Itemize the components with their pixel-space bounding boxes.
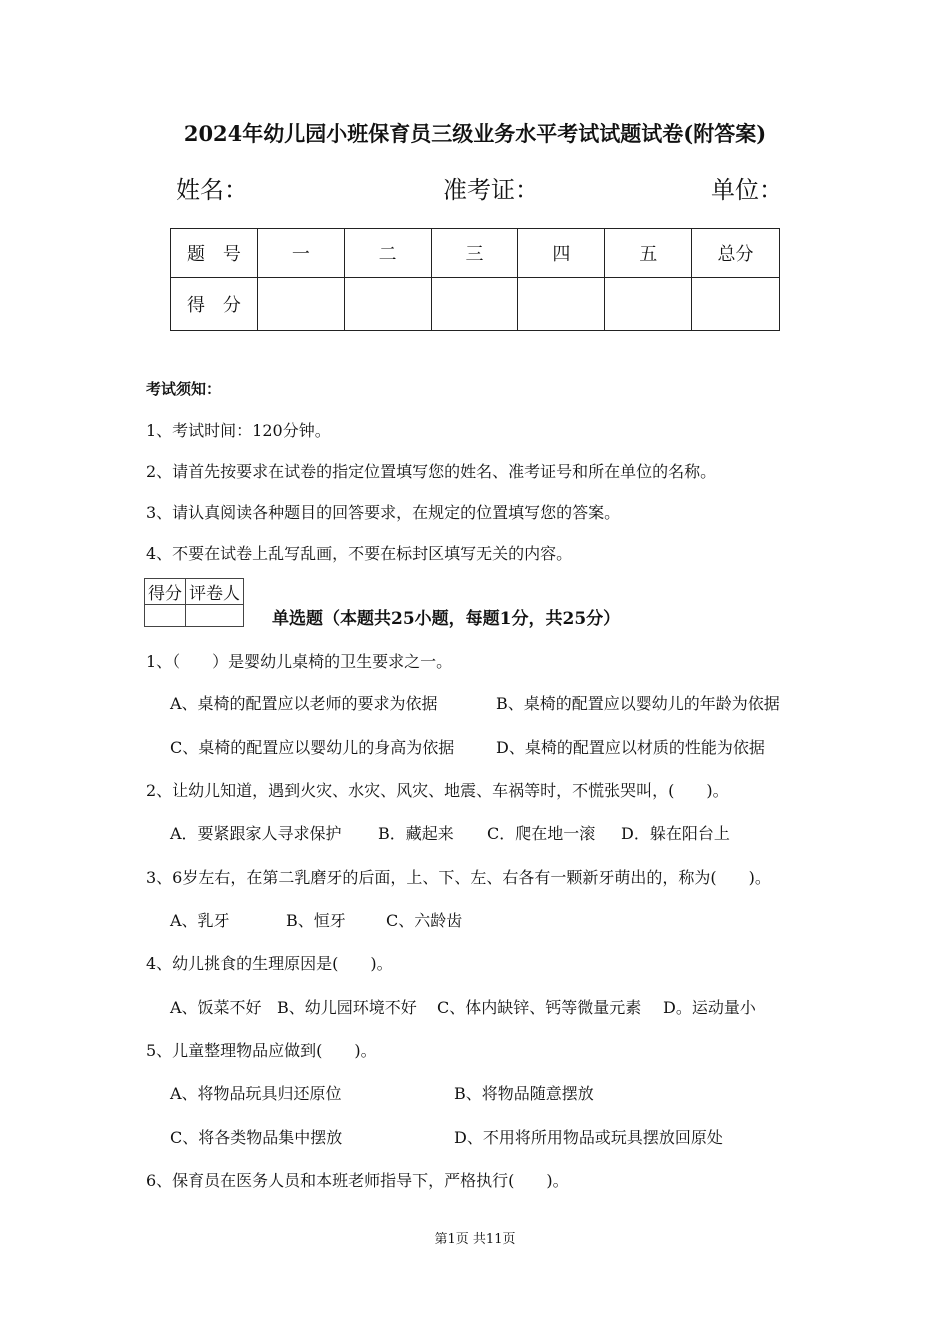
section-title: 单选题（本题共25小题，每题1分，共25分） xyxy=(272,609,621,629)
score-header-cell: 二 xyxy=(344,229,431,278)
question-stem: 1、（ ）是婴幼儿桌椅的卫生要求之一。 xyxy=(146,652,453,671)
grader-score-cell[interactable] xyxy=(145,605,186,627)
page-footer: 第1页 共11页 xyxy=(434,1232,516,1247)
score-table-header-row xyxy=(171,229,780,278)
score-header-cell: 总分 xyxy=(692,229,780,278)
question-option: B、幼儿园环境不好 xyxy=(277,998,417,1017)
question-option: D、桌椅的配置应以材质的性能为依据 xyxy=(496,738,765,757)
notice-heading: 考试须知： xyxy=(146,380,222,398)
score-table xyxy=(170,228,780,331)
question-stem: 5、儿童整理物品应做到( )。 xyxy=(146,1041,377,1060)
unit-field-label: 单位： xyxy=(711,176,783,204)
question-option: A、乳牙 xyxy=(170,911,230,930)
score-cell[interactable] xyxy=(257,278,344,331)
notice-item: 3、请认真阅读各种题目的回答要求，在规定的位置填写您的答案。 xyxy=(146,503,621,522)
score-header-cell: 一 xyxy=(257,229,344,278)
question-option: B、恒牙 xyxy=(286,911,346,930)
question-option: C、六龄齿 xyxy=(386,911,463,930)
score-header-cell: 题 号 xyxy=(171,229,258,278)
grader-reviewer-label: 评卷人 xyxy=(186,579,244,605)
question-option: C、桌椅的配置应以婴幼儿的身高为依据 xyxy=(170,738,455,757)
question-stem: 2、让幼儿知道，遇到火灾、水灾、风灾、地震、车祸等时，不慌张哭叫，( )。 xyxy=(146,781,729,800)
question-stem: 4、幼儿挑食的生理原因是( )。 xyxy=(146,954,393,973)
notice-item: 1、考试时间：120分钟。 xyxy=(146,421,331,440)
score-header-cell: 五 xyxy=(605,229,692,278)
question-option: B、将物品随意摆放 xyxy=(454,1084,594,1103)
question-option: A、将物品玩具归还原位 xyxy=(170,1084,342,1103)
score-header-cell: 四 xyxy=(518,229,605,278)
score-table-score-row xyxy=(171,278,780,331)
score-cell[interactable] xyxy=(605,278,692,331)
score-cell[interactable] xyxy=(431,278,518,331)
question-option: A．要紧跟家人寻求保护 xyxy=(170,824,342,843)
score-cell[interactable] xyxy=(692,278,780,331)
question-stem: 3、6岁左右，在第二乳磨牙的后面，上、下、左、右各有一颗新牙萌出的，称为( )。 xyxy=(146,868,771,887)
notice-item: 2、请首先按要求在试卷的指定位置填写您的姓名、准考证号和所在单位的名称。 xyxy=(146,462,717,481)
question-option: D。运动量小 xyxy=(663,998,756,1017)
grader-score-label: 得分 xyxy=(145,579,186,605)
grader-table xyxy=(144,578,244,627)
question-option: D、不用将所用物品或玩具摆放回原处 xyxy=(454,1128,723,1147)
question-option: C、体内缺锌、钙等微量元素 xyxy=(437,998,642,1017)
name-field-label: 姓名： xyxy=(176,176,248,204)
question-option: A、饭菜不好 xyxy=(170,998,262,1017)
question-option: D．躲在阳台上 xyxy=(621,824,730,843)
question-option: C．爬在地一滚 xyxy=(487,824,596,843)
score-row-label: 得 分 xyxy=(171,278,258,331)
score-header-cell: 三 xyxy=(431,229,518,278)
question-stem: 6、保育员在医务人员和本班老师指导下，严格执行( )。 xyxy=(146,1171,569,1190)
exam-id-field-label: 准考证： xyxy=(443,176,539,204)
question-option: B、桌椅的配置应以婴幼儿的年龄为依据 xyxy=(496,694,780,713)
question-option: A、桌椅的配置应以老师的要求为依据 xyxy=(170,694,438,713)
page-title: 2024年幼儿园小班保育员三级业务水平考试试题试卷(附答案) xyxy=(183,121,767,146)
notice-item: 4、不要在试卷上乱写乱画，不要在标封区填写无关的内容。 xyxy=(146,544,573,563)
question-option: C、将各类物品集中摆放 xyxy=(170,1128,343,1147)
grader-reviewer-cell[interactable] xyxy=(186,605,244,627)
question-option: B．藏起来 xyxy=(378,824,454,843)
score-cell[interactable] xyxy=(518,278,605,331)
score-cell[interactable] xyxy=(344,278,431,331)
